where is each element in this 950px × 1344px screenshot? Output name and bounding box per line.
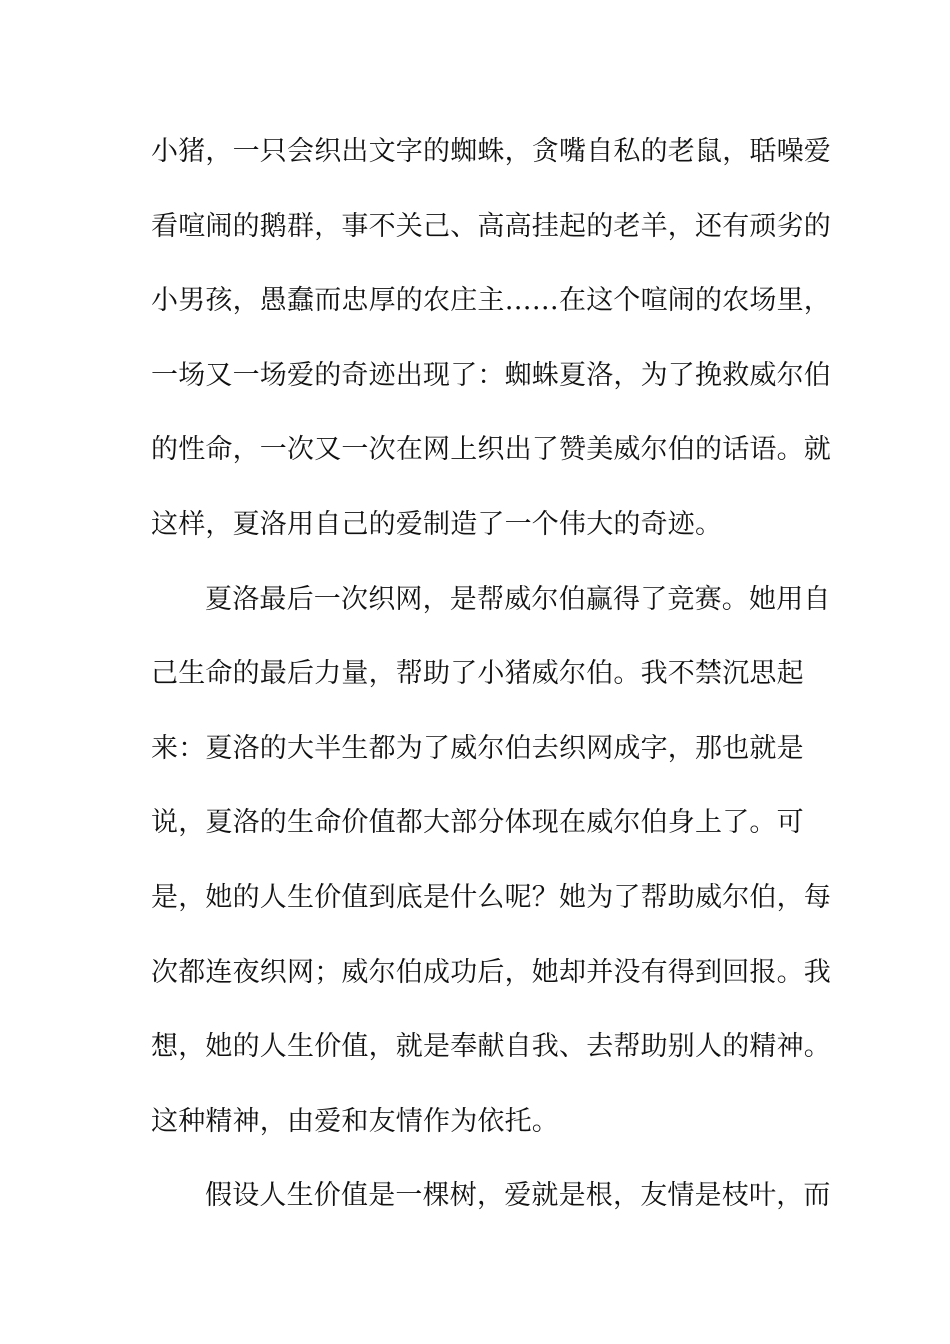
text-line: 这种精神，由爱和友情作为依托。 bbox=[151, 1105, 559, 1137]
text-line: 小男孩，愚蠢而忠厚的农庄主……在这个喧闹的农场里， bbox=[151, 285, 831, 317]
paragraph-first-line: 假设人生价值是一棵树，爱就是根，友情是枝叶，而 bbox=[205, 1180, 831, 1212]
body-text bbox=[151, 129, 831, 1248]
text-line: 小猪，一只会织出文字的蜘蛛，贪嘴自私的老鼠，聒噪爱 bbox=[151, 136, 831, 167]
text-line: 说，夏洛的生命价值都大部分体现在威尔伯身上了。可 bbox=[151, 807, 804, 839]
text-line: 来：夏洛的大半生都为了威尔伯去织网成字，那也就是 bbox=[151, 732, 804, 764]
text-line: 的性命，一次又一次在网上织出了赞美威尔伯的话语。就 bbox=[151, 434, 831, 466]
text-line: 一场又一场爱的奇迹出现了：蜘蛛夏洛，为了挽救威尔伯 bbox=[151, 359, 831, 391]
paragraph-first-line: 夏洛最后一次织网，是帮威尔伯赢得了竞赛。她用自 bbox=[205, 583, 831, 615]
text-line: 想，她的人生价值，就是奉献自我、去帮助别人的精神。 bbox=[151, 1031, 831, 1063]
text-line: 次都连夜织网；威尔伯成功后，她却并没有得到回报。我 bbox=[151, 956, 831, 988]
text-line: 这样，夏洛用自己的爱制造了一个伟大的奇迹。 bbox=[151, 508, 723, 540]
text-line: 己生命的最后力量，帮助了小猪威尔伯。我不禁沉思起 bbox=[151, 658, 804, 690]
text-line: 是，她的人生价值到底是什么呢？她为了帮助威尔伯，每 bbox=[151, 881, 831, 913]
text-line: 看喧闹的鹅群，事不关己、高高挂起的老羊，还有顽劣的 bbox=[151, 210, 831, 242]
